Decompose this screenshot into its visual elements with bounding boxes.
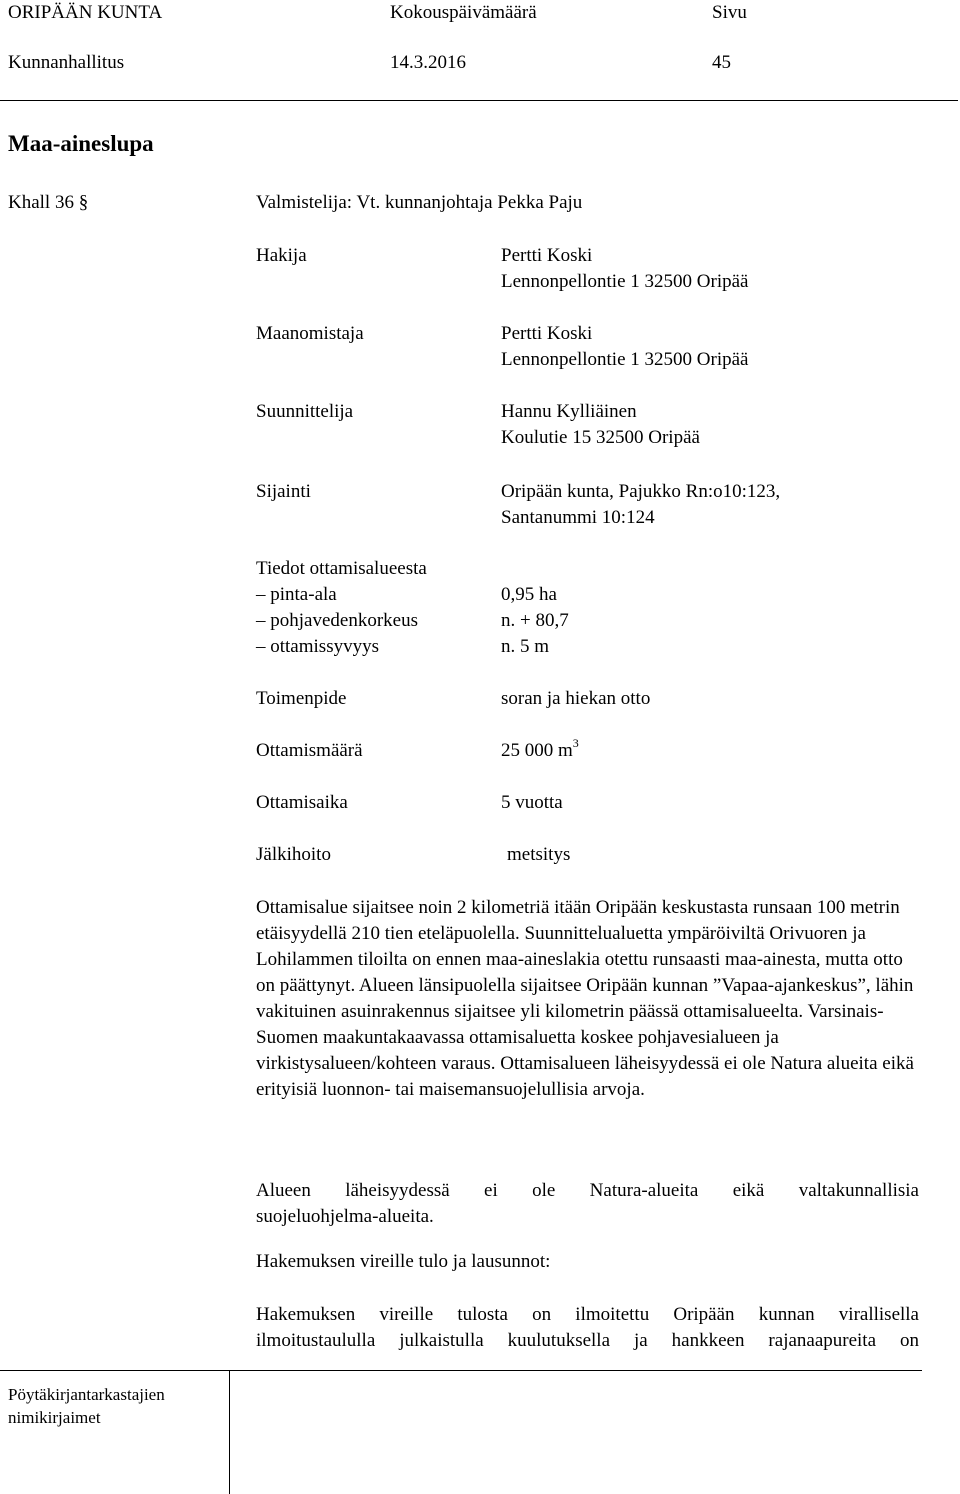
amount-unit-exponent: 3 [572,736,579,750]
body-paragraph-1: Ottamisalue sijaitsee noin 2 kilometriä itään Oripään keskustasta runsaan 100 metrin etäisyydellä 210 tien eteläpuolella. Suunnittelualuetta ympäröiviltä Orivuoren ja Lohilammen tiloilta on ennen maa-aineslakia otettu runsaasti maa-ainesta, mutta otto on päättynyt. Alueen länsipuolella sijaitsee Oripään kunnan ”Vapaa-ajankeskus”, lähin vakituinen asuinrakennus sijaitsee yli kilometrin päässä ottamisalueelta. Varsinais-Suomen maakuntakaavassa ottamisaluetta koskee pohjavesialueen ja virkistysalueen/kohteen varaus. Ottamisalueen läheisyydessä ei ole Natura alueita eikä erityisiä luonnon- tai maisemansuojelullisia arvoja. [256,897,914,1100]
location-line2: Santanummi 10:124 [501,507,655,528]
area-info-value: n. 5 m [501,636,550,657]
preparer: Valmistelija: Vt. kunnanjohtaja Pekka Paju [256,192,583,213]
party-label-owner: Maanomistaja [256,323,364,344]
time-value: 5 vuotta [501,792,563,813]
party-name-applicant: Pertti Koski [501,245,593,266]
area-info-label: – pinta-ala [256,584,337,605]
area-info-label: – pohjavedenkorkeus [256,610,418,631]
body-paragraph-2-line2: suojeluohjelma-alueita. [256,1206,434,1227]
footer-signature-label-line2: nimikirjaimet [8,1408,101,1427]
area-info-value: 0,95 ha [501,584,557,605]
footer-signature-label-line1: Pöytäkirjantarkastajien [8,1385,165,1404]
action-value: soran ja hiekan otto [501,688,651,709]
footer-vertical-divider [229,1370,230,1494]
area-info-value: n. + 80,7 [501,610,569,631]
amount-number: 25 000 m [501,740,573,761]
party-address-designer: Koulutie 15 32500 Oripää [501,427,700,448]
time-label: Ottamisaika [256,792,348,813]
header-date-label: Kokouspäivämäärä [390,2,537,23]
section-ref: Khall 36 § [8,192,89,213]
location-line1: Oripään kunta, Pajukko Rn:o10:123, [501,481,781,502]
body-paragraph-4-line1: Hakemuksen vireille tulosta on ilmoitettu Oripään kunnan virallisella [256,1304,919,1325]
party-address-owner: Lennonpellontie 1 32500 Oripää [501,349,749,370]
aftercare-value: metsitys [507,844,571,865]
action-label: Toimenpide [256,688,347,709]
area-info-label: – ottamissyvyys [256,636,379,657]
footer-divider [0,1370,922,1371]
party-label-applicant: Hakija [256,245,307,266]
party-name-designer: Hannu Kylliäinen [501,401,637,422]
header-divider [0,100,958,101]
party-label-designer: Suunnittelija [256,401,354,422]
body-paragraph-2-line1: Alueen läheisyydessä ei ole Natura-alueita eikä valtakunnallisia [256,1180,919,1201]
header-date: 14.3.2016 [390,52,466,73]
party-address-applicant: Lennonpellontie 1 32500 Oripää [501,271,749,292]
header-org: ORIPÄÄN KUNTA [8,2,163,23]
header-body: Kunnanhallitus [8,52,125,73]
header-page-number: 45 [712,52,731,73]
body-paragraph-4-line2: ilmoitustaululla julkaistulla kuulutuksella ja hankkeen rajanaapureita on [256,1330,919,1351]
party-name-owner: Pertti Koski [501,323,593,344]
aftercare-label: Jälkihoito [256,844,331,865]
area-info-heading: Tiedot ottamisalueesta [256,558,427,579]
amount-label: Ottamismäärä [256,740,363,761]
amount-value [501,738,579,764]
page-title: Maa-aineslupa [8,131,154,156]
header-page-label: Sivu [712,2,747,23]
location-label: Sijainti [256,481,311,502]
body-paragraph-3: Hakemuksen vireille tulo ja lausunnot: [256,1251,551,1272]
